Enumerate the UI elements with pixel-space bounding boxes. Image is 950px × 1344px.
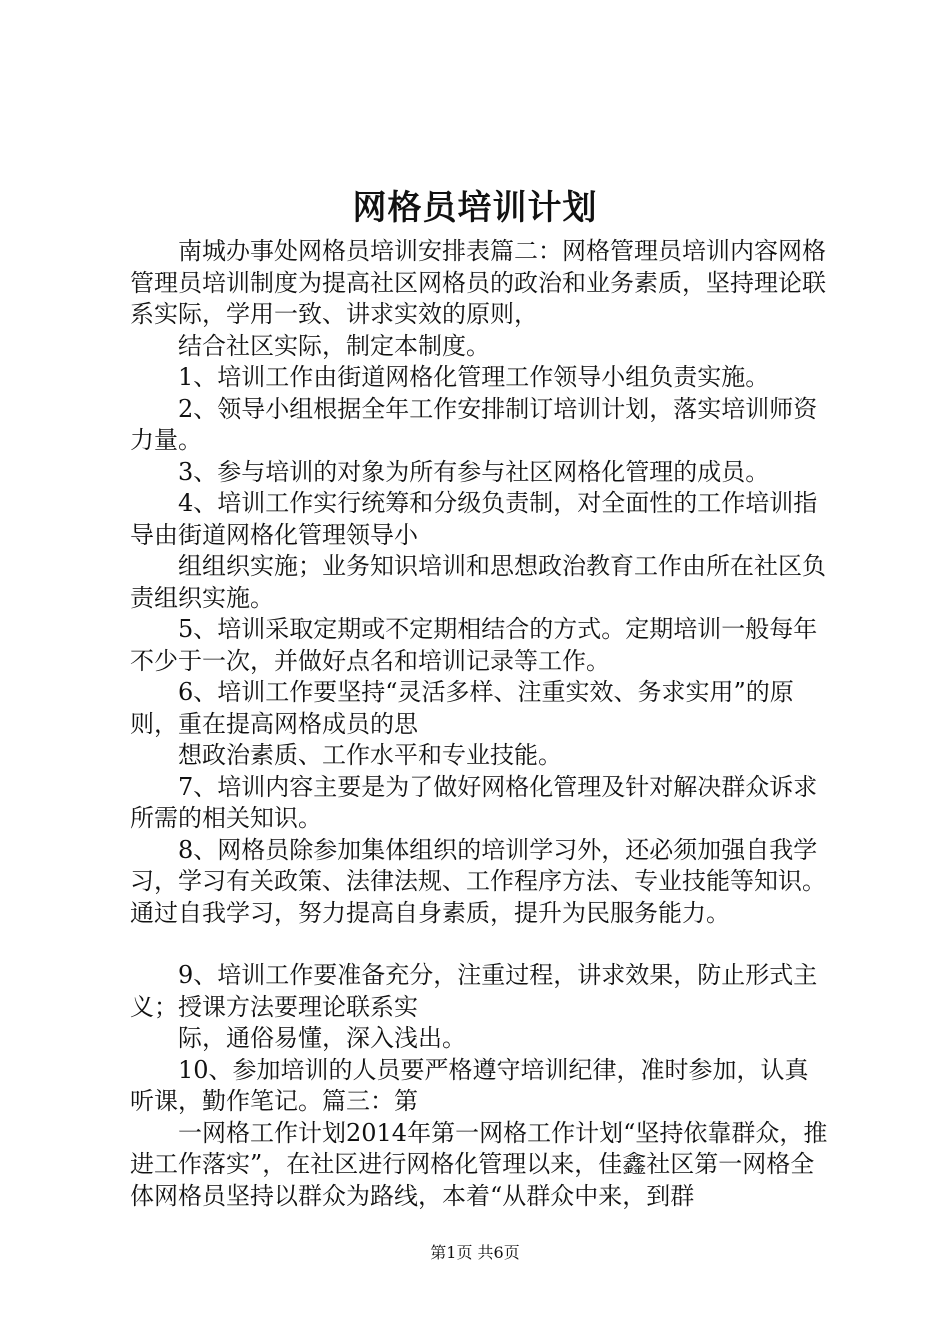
paragraph: 5、培训采取定期或不定期相结合的方式。定期培训一般每年不少于一次，并做好点名和培训记录等工作。 bbox=[130, 615, 818, 675]
paragraph: 3、参与培训的对象为所有参与社区网格化管理的成员。 bbox=[178, 457, 770, 486]
paragraph: 组组织实施；业务知识培训和思想政治教育工作由所在社区负责组织实施。 bbox=[130, 552, 826, 612]
paragraph: 结合社区实际，制定本制度。 bbox=[178, 331, 490, 360]
document-body bbox=[130, 236, 830, 1212]
paragraph: 7、培训内容主要是为了做好网格化管理及针对解决群众诉求所需的相关知识。 bbox=[130, 772, 818, 832]
paragraph: 2、领导小组根据全年工作安排制订培训计划，落实培训师资力量。 bbox=[130, 394, 818, 454]
document-title: 网格员培训计划 bbox=[352, 188, 598, 228]
paragraph: 南城办事处网格员培训安排表篇二：网格管理员培训内容网格管理员培训制度为提高社区网格员的政治和业务素质，坚持理论联系实际，学用一致、讲求实效的原则， bbox=[130, 237, 826, 328]
paragraph: 9、培训工作要准备充分，注重过程，讲求效果，防止形式主义；授课方法要理论联系实 bbox=[130, 961, 818, 1021]
paragraph: 6、培训工作要坚持“灵活多样、注重实效、务求实用”的原则，重在提高网格成员的思 bbox=[130, 678, 794, 738]
paragraph: 10、参加培训的人员要严格遵守培训纪律，准时参加，认真听课，勤作笔记。篇三：第 bbox=[130, 1055, 809, 1115]
paragraph: 一网格工作计划2014年第一网格工作计划“坚持依靠群众，推进工作落实”，在社区进行网格化管理以来，佳鑫社区第一网格全体网格员坚持以群众为路线，本着“从群众中来，到群 bbox=[130, 1118, 828, 1210]
paragraph: 想政治素质、工作水平和专业技能。 bbox=[178, 741, 562, 769]
page-number-footer: 第1页 共6页 bbox=[430, 1243, 520, 1262]
paragraph: 4、培训工作实行统筹和分级负责制，对全面性的工作培训指导由街道网格化管理领导小 bbox=[130, 489, 818, 549]
paragraph: 1、培训工作由街道网格化管理工作领导小组负责实施。 bbox=[178, 363, 770, 391]
paragraph: 8、网格员除参加集体组织的培训学习外，还必须加强自我学习，学习有关政策、法律法规、工作程序方法、专业技能等知识。通过自我学习，努力提高自身素质，提升为民服务能力。 bbox=[130, 835, 826, 927]
paragraph: 际，通俗易懂，深入浅出。 bbox=[178, 1024, 466, 1052]
